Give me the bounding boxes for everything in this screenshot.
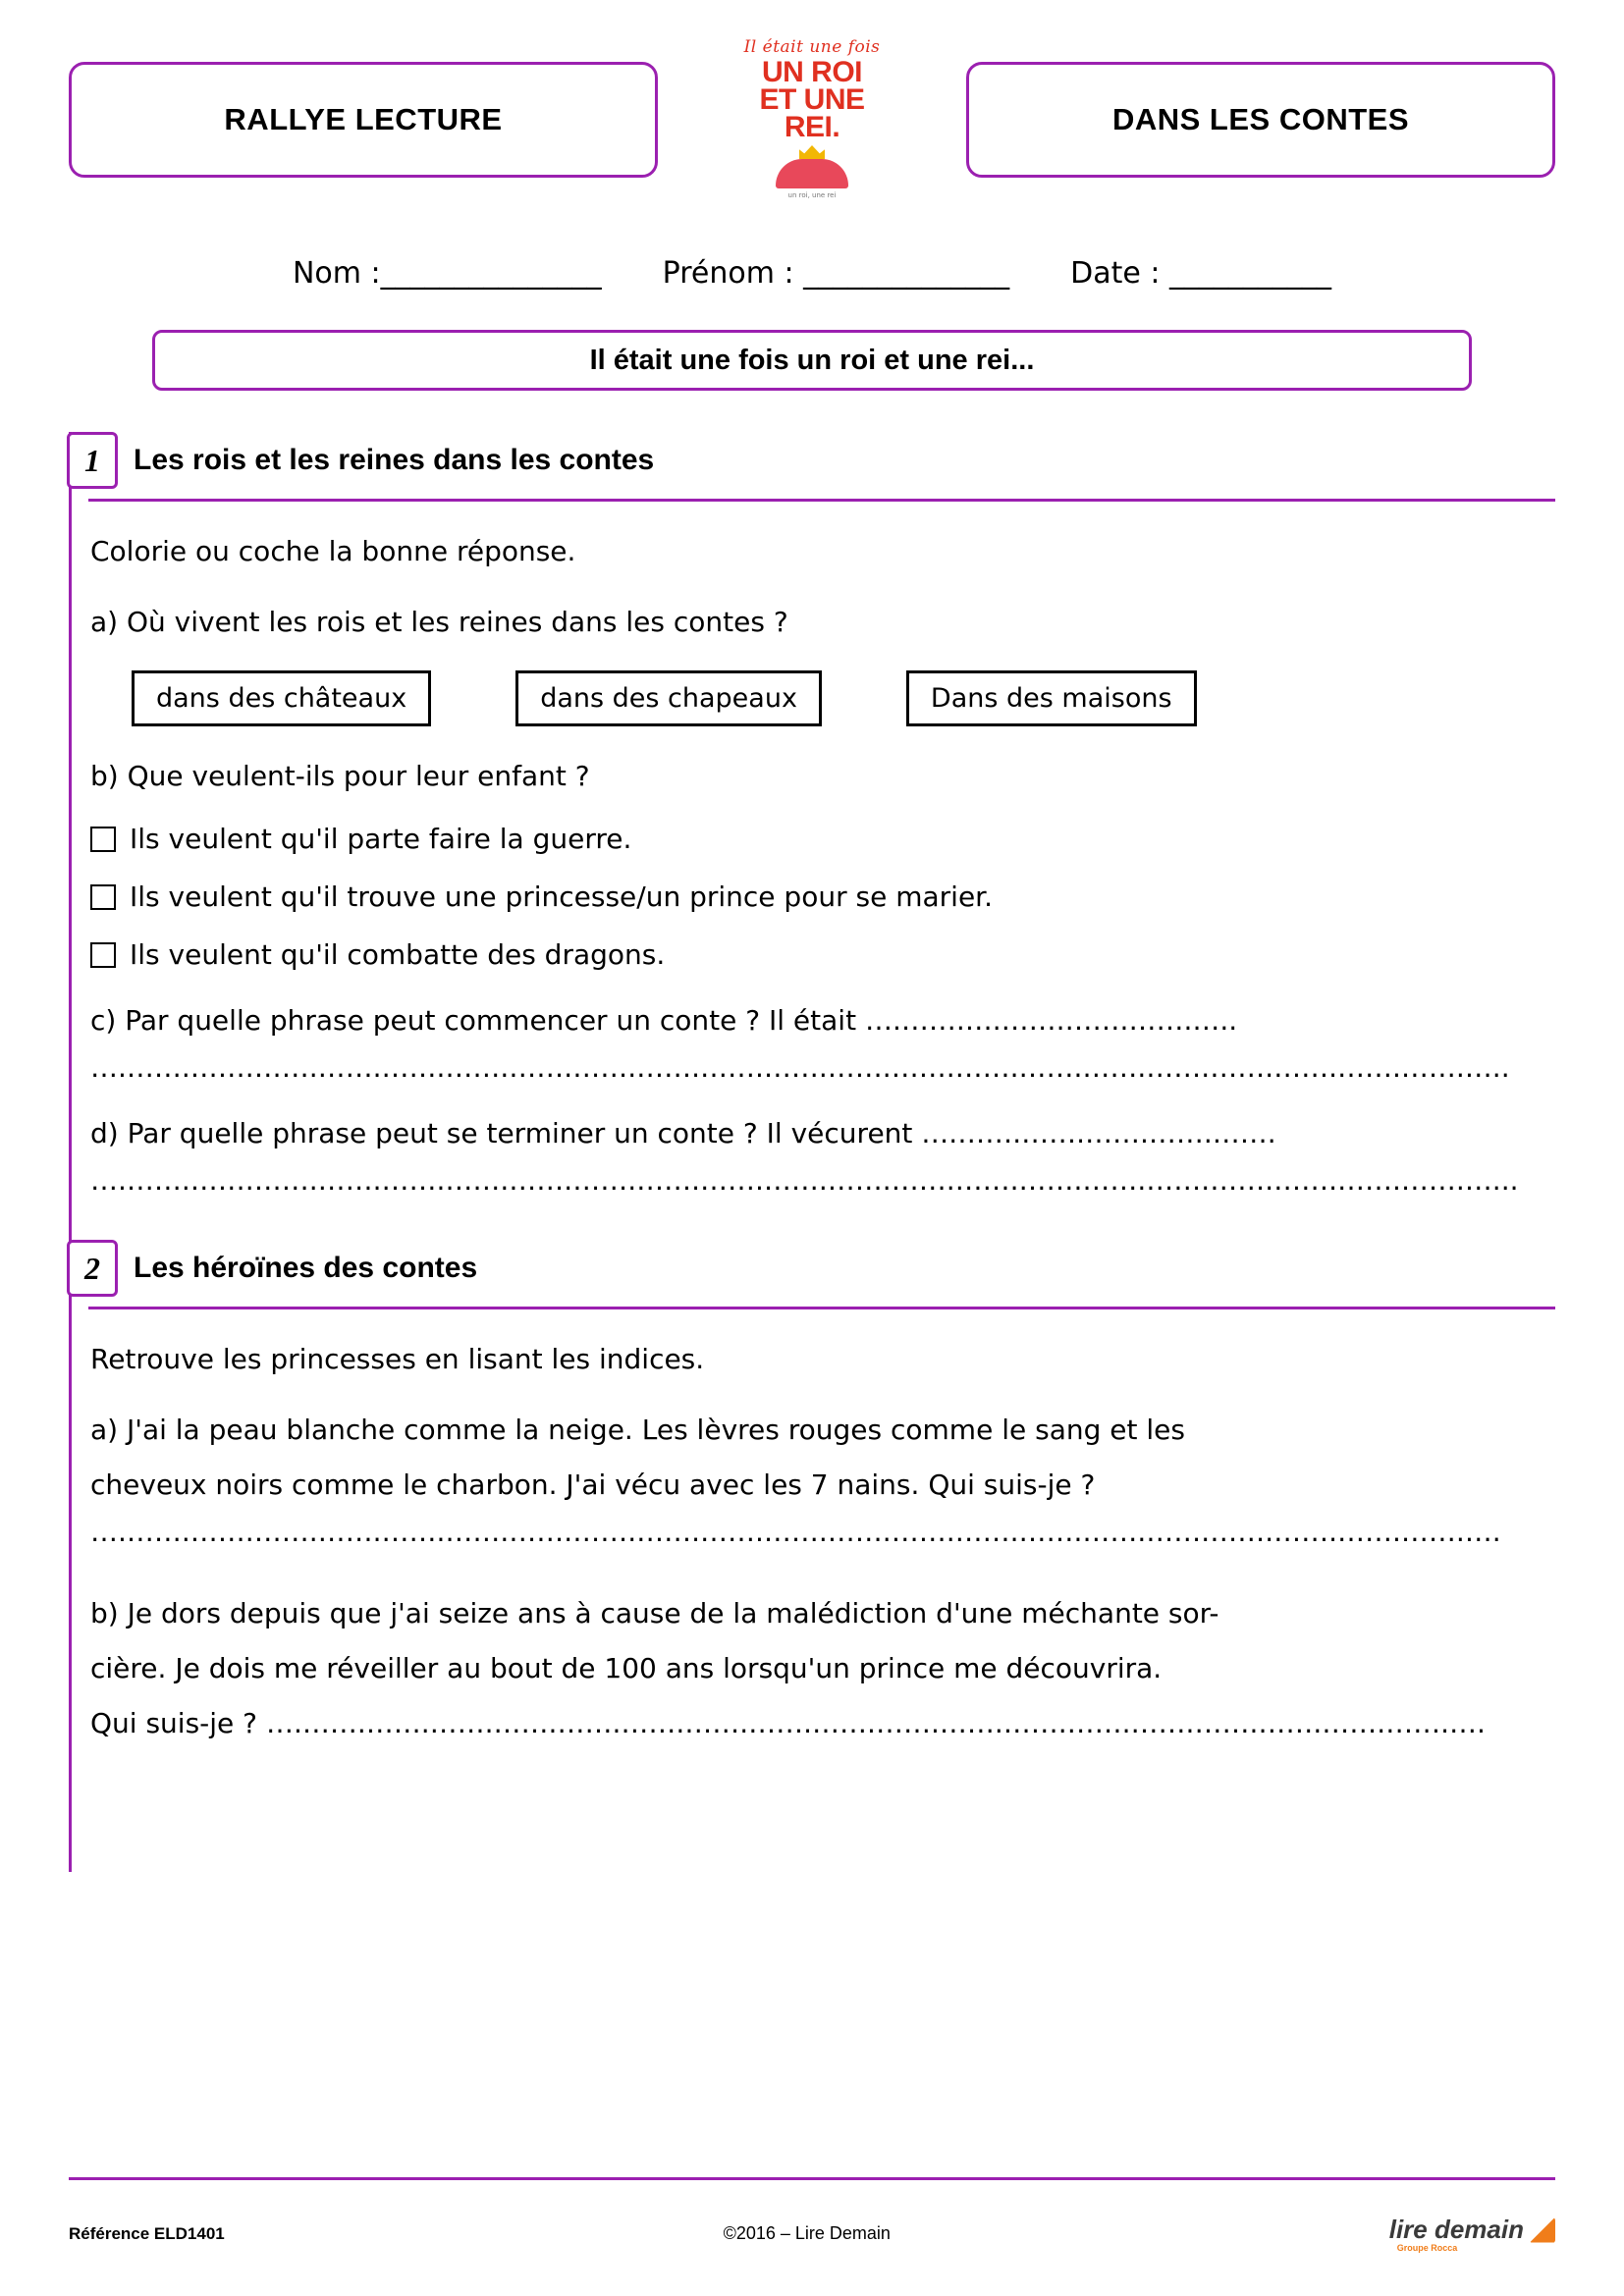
- choice-chateaux[interactable]: dans des châteaux: [132, 670, 431, 726]
- checkbox-label-marier: Ils veulent qu'il trouve une princesse/un prince pour se marier.: [130, 881, 994, 913]
- section-2-title: Les héroïnes des contes: [134, 1252, 478, 1284]
- footer-copyright: ©2016 – Lire Demain: [723, 2223, 891, 2243]
- checkbox-icon[interactable]: [90, 827, 116, 852]
- theme-title: DANS LES CONTES: [1111, 101, 1410, 136]
- date-field[interactable]: Date : ___________: [1070, 256, 1332, 291]
- publisher-logo: [1389, 2215, 1555, 2253]
- section-1-number: 1: [67, 432, 118, 489]
- riddle-2b-answer-line[interactable]: Qui suis-je ? ….…….…….…….…….…….…….…….…….…….…….…….…….…….…….…….…….…….…….….: [90, 1707, 1486, 1739]
- question-1d[interactable]: d) Par quelle phrase peut se terminer un conte ? Il vécurent ….…….…….…….…….…….: [90, 1117, 1276, 1149]
- choice-chapeaux[interactable]: dans des chapeaux: [515, 670, 822, 726]
- page-footer: [69, 2215, 1555, 2253]
- riddle-2a-line1: a) J'ai la peau blanche comme la neige. Les lèvres rouges comme le sang et les: [90, 1414, 1185, 1446]
- checkbox-icon[interactable]: [90, 884, 116, 910]
- question-1d-answer-line[interactable]: ….…….…….…….…….…….…….…….…….…….…….…….…….…….…….…….…….…….…….…….…….…….…...: [90, 1164, 1519, 1197]
- choice-maisons[interactable]: Dans des maisons: [906, 670, 1197, 726]
- checkbox-label-dragons: Ils veulent qu'il combatte des dragons.: [130, 938, 666, 971]
- rallye-lecture-title: RALLYE LECTURE: [224, 101, 503, 136]
- riddle-2a-line2: cheveux noirs comme le charbon. J'ai vécu avec les 7 nains. Qui suis-je ?: [90, 1468, 1096, 1501]
- checkbox-row-marier[interactable]: [90, 881, 1555, 913]
- worksheet-subtitle-box: [152, 330, 1472, 391]
- riddle-2b-line1: b) Je dors depuis que j'ai seize ans à cause de la malédiction d'une méchante sor-: [90, 1597, 1219, 1629]
- section-2-number: 2: [67, 1240, 118, 1297]
- question-1b: b) Que veulent-ils pour leur enfant ?: [90, 760, 590, 792]
- question-1c-answer-line[interactable]: ….…….…….…….…….…….…….…….…….…….…….…….…….…….…….…….…….…….…….…….…….…….…..: [90, 1051, 1510, 1084]
- hill-shape: [776, 159, 848, 188]
- logo-line-4: REI.: [784, 111, 840, 143]
- footer-reference: Référence ELD1401: [69, 2223, 225, 2243]
- section-2-header: [84, 1240, 1555, 1297]
- checkbox-row-dragons[interactable]: [90, 938, 1555, 971]
- prenom-field[interactable]: Prénom : ______________: [662, 256, 1010, 291]
- section-1-header: [84, 432, 1555, 489]
- section-2-rule: [88, 1307, 1555, 1309]
- rallye-lecture-title-box: [69, 62, 658, 178]
- worksheet-content: [69, 432, 1555, 1744]
- theme-title-box: [966, 62, 1555, 178]
- logo-line-3: ET UNE: [759, 83, 865, 116]
- crown-shape: [799, 145, 825, 159]
- logo-line-1: Il était une fois: [743, 37, 881, 57]
- identity-line: [0, 256, 1624, 291]
- logo-line-2: UN ROI: [762, 56, 862, 88]
- book-logo: [729, 33, 895, 205]
- question-1c[interactable]: c) Par quelle phrase peut commencer un conte ? Il était ….…….….…….…….…….…..: [90, 1004, 1238, 1037]
- checkbox-label-guerre: Ils veulent qu'il parte faire la guerre.: [130, 823, 632, 855]
- riddle-2b-line2: cière. Je dois me réveiller au bout de 100 ans lorsqu'un prince me découvrira.: [90, 1652, 1163, 1684]
- question-1a-choices: [90, 670, 1555, 726]
- worksheet-subtitle: Il était une fois un roi et une rei...: [589, 344, 1035, 376]
- publisher-group: Groupe Rocca: [1396, 2243, 1458, 2253]
- flame-icon: [1530, 2217, 1555, 2243]
- question-1a: a) Où vivent les rois et les reines dans les contes ?: [90, 606, 788, 638]
- section-1-rule: [88, 499, 1555, 502]
- crown-icon: [773, 145, 851, 188]
- logo-caption: un roi, une rei: [787, 191, 837, 199]
- nom-field[interactable]: Nom :_______________: [292, 256, 602, 291]
- footer-divider: [69, 2177, 1555, 2180]
- publisher-name: lire demain: [1388, 2215, 1524, 2244]
- riddle-2a-answer-line[interactable]: ….…….…….…….…….…….…….…….…….…….…….…….…….…….…….…….…….…….…….…….…….…….….: [90, 1516, 1501, 1548]
- page-header: [0, 0, 1624, 205]
- checkbox-row-guerre[interactable]: [90, 823, 1555, 855]
- section-2-instruction: Retrouve les princesses en lisant les indices.: [90, 1343, 705, 1375]
- checkbox-icon[interactable]: [90, 942, 116, 968]
- section-1-instruction: Colorie ou coche la bonne réponse.: [90, 535, 576, 567]
- section-1-title: Les rois et les reines dans les contes: [134, 444, 655, 476]
- publisher-brand: [1389, 2215, 1555, 2245]
